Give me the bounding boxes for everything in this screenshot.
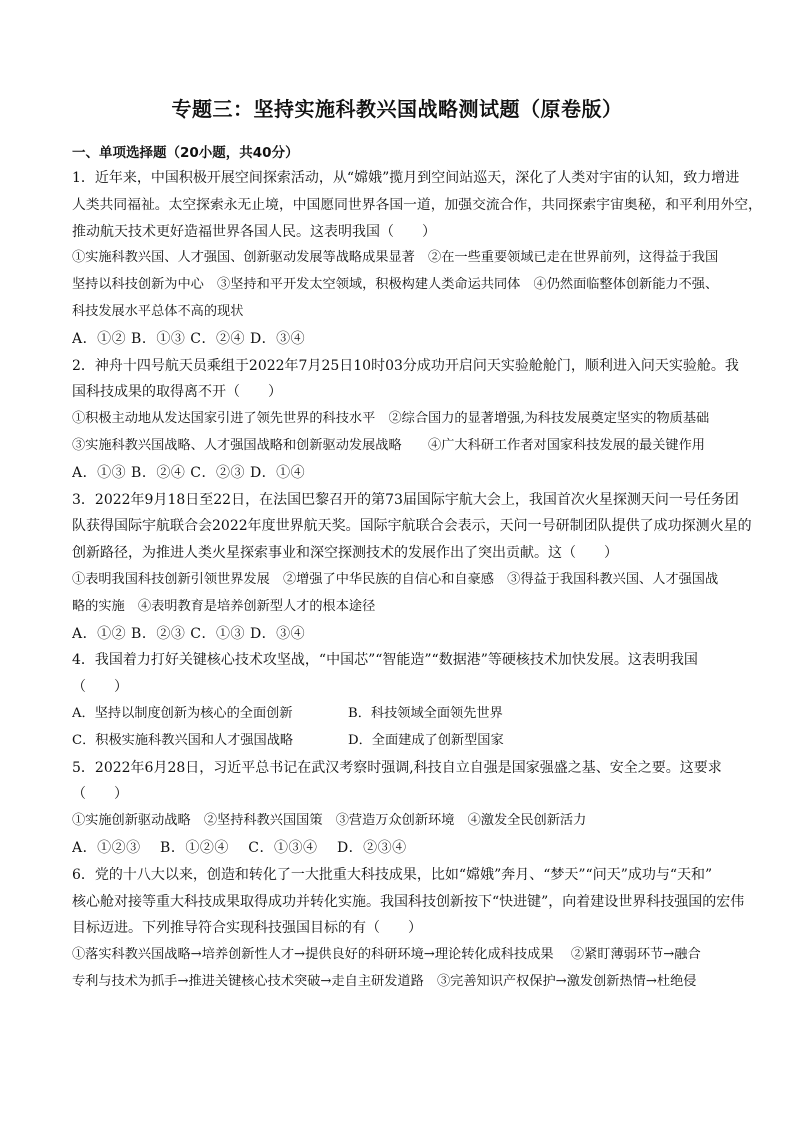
question-stem-line: 国科技成果的取得离不开（ ） — [72, 384, 282, 401]
answer-choices: A．①② B．②③ C．①③ D．③④ — [72, 625, 306, 642]
answer-choices: A．①②③ B．①②④ C．①③④ D．②③④ — [72, 839, 407, 856]
statement-options-line: 略的实施 ④表明教育是培养创新型人才的根本途径 — [72, 598, 376, 614]
question-1 — [72, 165, 762, 353]
section-heading: 一、单项选择题（20小题，共40分） — [72, 145, 299, 161]
question-stem-line: 1．近年来，中国积极开展空间探索活动，从“嫦娥”揽月到空间站巡天，深化了人类对宇宙的认知，致力增进 — [72, 170, 740, 186]
choice-a: A．坚持以制度创新为核心的全面创新 — [72, 705, 293, 721]
statement-options-line: ①表明我国科技创新引领世界发展 ②增强了中华民族的自信心和自豪感 ③得益于我国科教兴国、人才强国战 — [72, 571, 719, 587]
choice-c: C．积极实施科教兴国和人才强国战略 — [72, 732, 294, 748]
question-stem-line: 4．我国着力打好关键核心技术攻坚战，“中国芯”“智能造”“数据港”等硬核技术加快发展。这表明我国 — [72, 652, 698, 669]
question-stem-line: 6．党的十八大以来，创造和转化了一大批重大科技成果，比如“嫦娥”奔月、“梦天”“问天”成功与“天和” — [72, 866, 713, 883]
question-stem-line: 创新路径，为推进人类火星探索事业和深空探测技术的发展作出了突出贡献。这（ ） — [72, 545, 618, 562]
question-stem-line: 目标迈进。下列推导符合实现科技强国目标的有（ ） — [72, 920, 422, 937]
statement-options-line: ①实施创新驱动战略 ②坚持科教兴国国策 ③营造万众创新环境 ④激发全民创新活力 — [72, 813, 587, 829]
question-6 — [72, 862, 762, 996]
statement-options-line: ①积极主动地从发达国家引进了领先世界的科技水平 ②综合国力的显著增强,为科技发展奠定坚实的物质基础 — [72, 411, 710, 427]
question-stem-line: 核心舱对接等重大科技成果取得成功并转化实施。我国科技创新按下“快进键”，向着建设世界科技强国的宏伟 — [72, 893, 745, 910]
answer-choices: A．①③ B．②④ C．②③ D．①④ — [72, 464, 306, 481]
statement-options-line: 科技发展水平总体不高的现状 — [72, 303, 244, 319]
question-2 — [72, 353, 762, 487]
question-3 — [72, 487, 762, 648]
question-stem-line: 推动航天技术更好造福世界各国人民。这表明我国（ ） — [72, 223, 436, 240]
choice-d: D．全面建成了创新型国家 — [348, 732, 504, 748]
statement-options-line: ①落实科教兴国战略→培养创新性人才→提供良好的科研环境→理论转化成科技成果 ②紧盯薄弱环节→融合 — [72, 947, 701, 963]
question-4 — [72, 647, 762, 754]
page-title: 专题三：坚持实施科教兴国战略测试题（原卷版） — [171, 97, 623, 121]
statement-options-line: ①实施科教兴国、人才强国、创新驱动发展等战略成果显著 ②在一些重要领域已走在世界前列，这得益于我国 — [72, 250, 719, 266]
question-stem-line: 队获得国际宇航联合会2022年度世界航天奖。国际宇航联合会表示，天问一号研制团队提供了成功探测火星的 — [72, 518, 752, 535]
statement-options-line: ③实施科教兴国战略、人才强国战略和创新驱动发展战略 ④广大科研工作者对国家科技发展的最关键作用 — [72, 437, 705, 453]
question-stem-line: 3．2022年9月18日至22日，在法国巴黎召开的第73届国际宇航大会上，我国首次火星探测天问一号任务团 — [72, 491, 739, 508]
choice-b: B．科技领域全面领先世界 — [348, 705, 503, 721]
question-stem-line: 5．2022年6月28日，习近平总书记在武汉考察时强调,科技自立自强是国家强盛之基、安全之要。这要求 — [72, 759, 722, 776]
choice-row — [72, 728, 762, 755]
choice-row — [72, 701, 762, 728]
answer-choices: A．①② B．①③ C．②④ D．③④ — [72, 330, 306, 347]
question-5 — [72, 755, 762, 862]
question-stem-line: 人类共同福祉。太空探索永无止境，中国愿同世界各国一道，加强交流合作，共同探索宇宙奥秘，和平利用外空， — [72, 196, 762, 213]
statement-options-line: 坚持以科技创新为中心 ③坚持和平开发太空领域，积极构建人类命运共同体 ④仍然面临整体创新能力不强、 — [72, 277, 719, 293]
question-stem-line: （ ） — [72, 679, 128, 696]
statement-options-line: 专利与技术为抓手→推进关键核心技术突破→走自主研发道路 ③完善知识产权保护→激发创新热情→杜绝侵 — [72, 973, 697, 989]
exam-content — [72, 141, 762, 996]
question-stem-line: （ ） — [72, 786, 128, 803]
question-stem-line: 2．神舟十四号航天员乘组于2022年7月25日10时03分成功开启问天实验舱舱门，顺利进入问天实验舱。我 — [72, 357, 739, 374]
